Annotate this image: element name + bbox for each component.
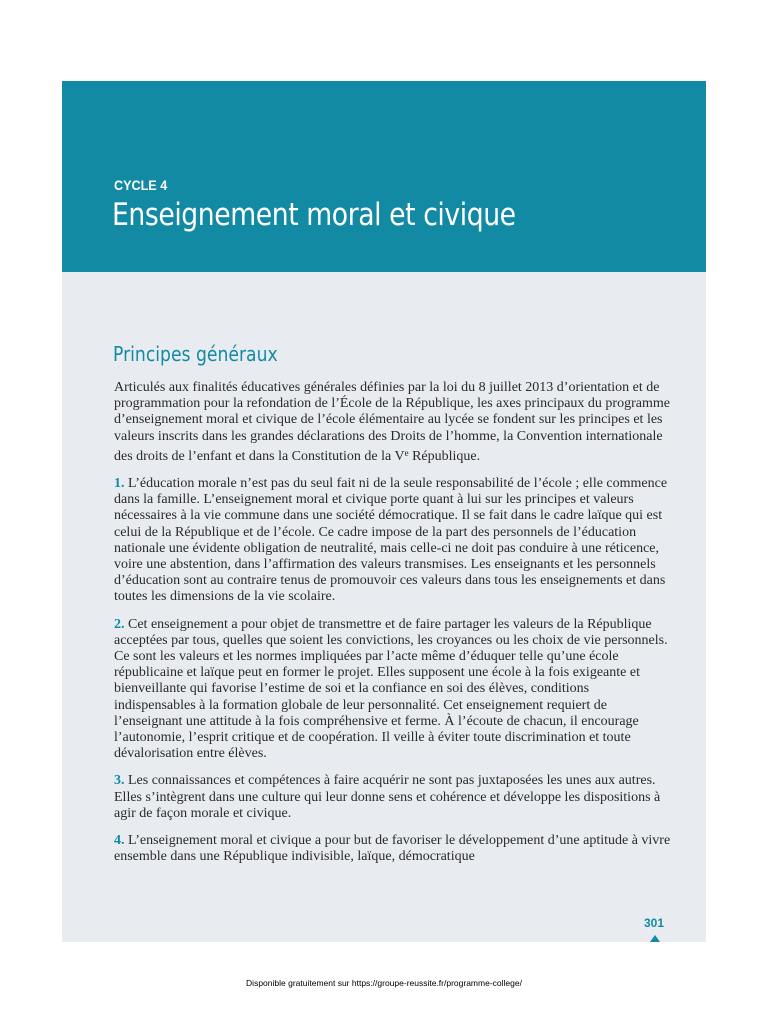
- intro-superscript: e: [404, 447, 409, 458]
- intro-text: Articulés aux finalités éducatives générales définies par la loi du 8 juillet 2013 d’orientation et de programmation pour la refondation de l’École de la République, les axes principaux du programme d’enseignement moral et civique de l’école élémentaire au lycée se fondent sur les principes et les valeurs inscrits dans les grandes déclarations des Droits de l’homme, la Convention internationale des droits de l’enfant et dans la Constitution de la V: [114, 380, 670, 464]
- paragraph-number: 3.: [114, 773, 125, 789]
- header-band: [62, 81, 706, 272]
- paragraph-number: 1.: [114, 476, 125, 492]
- paragraph-3: [114, 773, 672, 822]
- section-title: Principes généraux: [113, 342, 278, 366]
- body-text: [114, 380, 672, 876]
- content-panel: [62, 272, 706, 942]
- triangle-up-icon: [650, 935, 660, 942]
- page-number: 301: [644, 916, 665, 930]
- cycle-label: CYCLE 4: [114, 177, 168, 193]
- paragraph-text: Cet enseignement a pour objet de transmettre et de faire partager les valeurs de la République acceptées par tous, quelles que soient les convictions, les croyances ou les choix de vie personnels. Ce sont les valeurs et les normes impliquées par l’acte même d’éduquer telle qu’une école républicaine et laïque peut en former le projet. Elles supposent une école à la fois exigeante et bienveillante qui favorise l’estime de soi et la confiance en soi des élèves, conditions indispensables à la formation globale de leur personnalité. Cet enseignement requiert de l’enseignant une attitude à la fois compréhensive et ferme. À l’écoute de chacun, il encourage l’autonomie, l’esprit critique et de coopération. Il veille à éviter toute discrimination et toute dévalorisation entre élèves.: [114, 616, 668, 762]
- paragraph-2: [114, 617, 672, 763]
- page-title: Enseignement moral et civique: [112, 197, 516, 233]
- paragraph-text: L’éducation morale n’est pas du seul fait ni de la seule responsabilité de l’école ; elle commence dans la famille. L’enseignement moral et civique porte quant à lui sur les principes et valeurs nécessaires à la vie commune dans une société démocratique. Il se fait dans le cadre laïque qui est celui de la République et de l’école. Ce cadre impose de la part des personnels de l’éducation nationale une évidente obligation de neutralité, mais celle-ci ne doit pas conduire à une réticence, voire une abstention, dans l’affirmation des valeurs transmises. Les enseignants et les personnels d’éducation sont au contraire tenus de promouvoir ces valeurs dans tous les enseignements et dans toutes les dimensions de la vie scolaire.: [114, 476, 668, 605]
- intro-text-end: République.: [408, 448, 481, 464]
- paragraph-number: 4.: [114, 833, 125, 849]
- footer-note: Disponible gratuitement sur https://groupe-reussite.fr/programme-college/: [246, 978, 522, 988]
- intro-paragraph: [114, 380, 672, 465]
- paragraph-4: [114, 833, 672, 865]
- paragraph-text: Les connaissances et compétences à faire acquérir ne sont pas juxtaposées les unes aux autres. Elles s’intègrent dans une culture qui leur donne sens et cohérence et développe les dispositions à agir de façon morale et civique.: [114, 773, 661, 821]
- paragraph-number: 2.: [114, 616, 125, 632]
- paragraph-text: L’enseignement moral et civique a pour but de favoriser le développement d’une aptitude à vivre ensemble dans une République indivisible, laïque, démocratique: [114, 833, 671, 865]
- paragraph-1: [114, 476, 672, 606]
